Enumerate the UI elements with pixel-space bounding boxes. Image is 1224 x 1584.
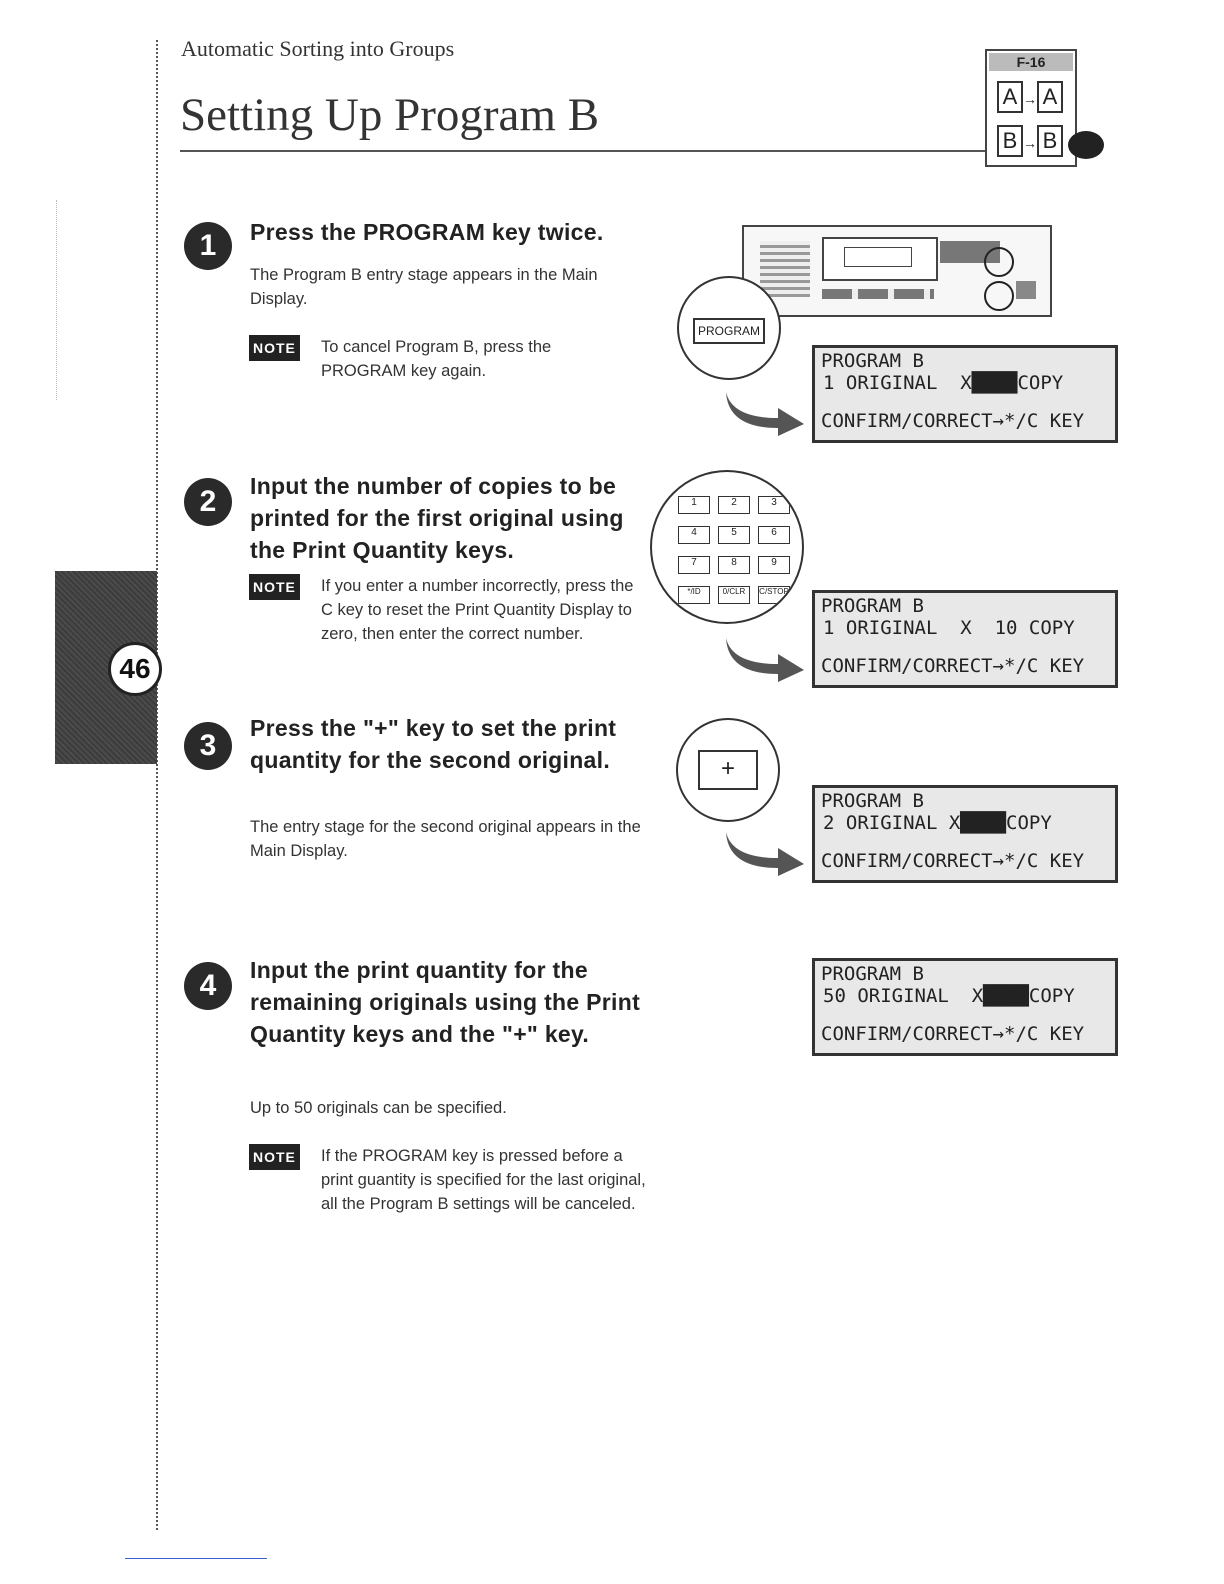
margin-dotted-rule [156, 40, 158, 1530]
plus-key: + [698, 750, 758, 790]
step-1-note [249, 335, 649, 385]
feature-code: F-16 [989, 53, 1073, 71]
key-id: */ID [678, 586, 710, 604]
step-3-arrow-icon [722, 828, 806, 876]
step-4-display [812, 958, 1118, 1056]
panel-start-key [1016, 281, 1036, 299]
panel-highlight-circle-1 [984, 247, 1014, 277]
panel-highlight-circle-2 [984, 281, 1014, 311]
note-badge: NOTE [249, 1144, 300, 1170]
display-line-1: PROGRAM B [821, 350, 924, 372]
step-2-title: Input the number of copies to be printed for the first original using the Print Quantity keys. [250, 473, 624, 563]
step-4-number: 4 [184, 962, 232, 1010]
section-heading: Automatic Sorting into Groups [181, 36, 455, 61]
key-8: 8 [718, 556, 750, 574]
key-1: 1 [678, 496, 710, 514]
key-6: 6 [758, 526, 790, 544]
display-line-3: CONFIRM/CORRECT→*/C KEY [821, 850, 1085, 872]
plus-key-zoom [676, 718, 780, 822]
key-c: C/STOP [758, 586, 790, 604]
step-2-display [812, 590, 1118, 688]
step-3-display [812, 785, 1118, 883]
faint-margin-rule [56, 200, 57, 400]
key-7: 7 [678, 556, 710, 574]
step-3-number: 3 [184, 722, 232, 770]
keypad-grid [678, 496, 804, 604]
display-line-3: CONFIRM/CORRECT→*/C KEY [821, 1023, 1085, 1045]
display-line-1: PROGRAM B [821, 790, 924, 812]
sort-icon-b: B → B [997, 125, 1063, 157]
step-2-note [249, 574, 649, 674]
step-1-arrow-icon [722, 388, 806, 436]
display-line-1: PROGRAM B [821, 595, 924, 617]
key-5: 5 [718, 526, 750, 544]
key-4: 4 [678, 526, 710, 544]
panel-buttons-row [822, 289, 934, 299]
display-line-3: CONFIRM/CORRECT→*/C KEY [821, 655, 1085, 677]
step-2-number: 2 [184, 478, 232, 526]
key-3: 3 [758, 496, 790, 514]
footer-rule [125, 1558, 267, 1559]
step-3-title: Press the "+" key to set the print quantity for the second original. [250, 715, 617, 773]
display-line-2: 50 ORIGINAL X████COPY [823, 985, 1075, 1007]
step-1-note-text: To cancel Program B, press the PROGRAM key again. [321, 338, 552, 380]
step-4-body: Up to 50 originals can be specified. [250, 1099, 507, 1117]
step-1-display [812, 345, 1118, 443]
note-badge: NOTE [249, 335, 300, 361]
note-badge: NOTE [249, 574, 300, 600]
panel-keypad [760, 241, 810, 297]
feature-marker-dot [1068, 131, 1104, 159]
display-line-3: CONFIRM/CORRECT→*/C KEY [821, 410, 1085, 432]
keypad-zoom [650, 470, 804, 624]
step-2-note-text: If you enter a number incorrectly, press the C key to reset the Print Quantity Display to zero, then enter the correct number. [321, 577, 634, 643]
step-3-body: The entry stage for the second original appears in the Main Display. [250, 818, 641, 860]
step-4-note-text: If the PROGRAM key is pressed before a print guantity is specified for the last original, all the Program B settings will be canceled. [321, 1147, 646, 1213]
sort-icon-a: A → A [997, 81, 1063, 113]
display-line-2: 2 ORIGINAL X████COPY [823, 812, 1052, 834]
key-9: 9 [758, 556, 790, 574]
control-panel-illustration [742, 225, 1052, 317]
step-4-title: Input the print quantity for the remaining originals using the Print Quantity keys and the "+" key. [250, 957, 641, 1047]
key-0: 0/CLR [718, 586, 750, 604]
page-number: 46 [108, 642, 162, 696]
step-1-body: The Program B entry stage appears in the Main Display. [250, 266, 598, 308]
step-1-title: Press the PROGRAM key twice. [250, 219, 604, 245]
panel-display [822, 237, 938, 281]
program-key-zoom [677, 276, 781, 380]
display-line-2: 1 ORIGINAL X████COPY [823, 372, 1064, 394]
display-line-1: PROGRAM B [821, 963, 924, 985]
title-underline [180, 150, 990, 152]
step-1-number: 1 [184, 222, 232, 270]
page-title: Setting Up Program B [180, 89, 600, 141]
step-2-arrow-icon [722, 634, 806, 682]
key-2: 2 [718, 496, 750, 514]
step-4-note [249, 1144, 649, 1244]
display-line-2: 1 ORIGINAL X 10 COPY [823, 617, 1075, 639]
feature-icon [985, 49, 1077, 167]
program-key: PROGRAM [693, 318, 765, 344]
